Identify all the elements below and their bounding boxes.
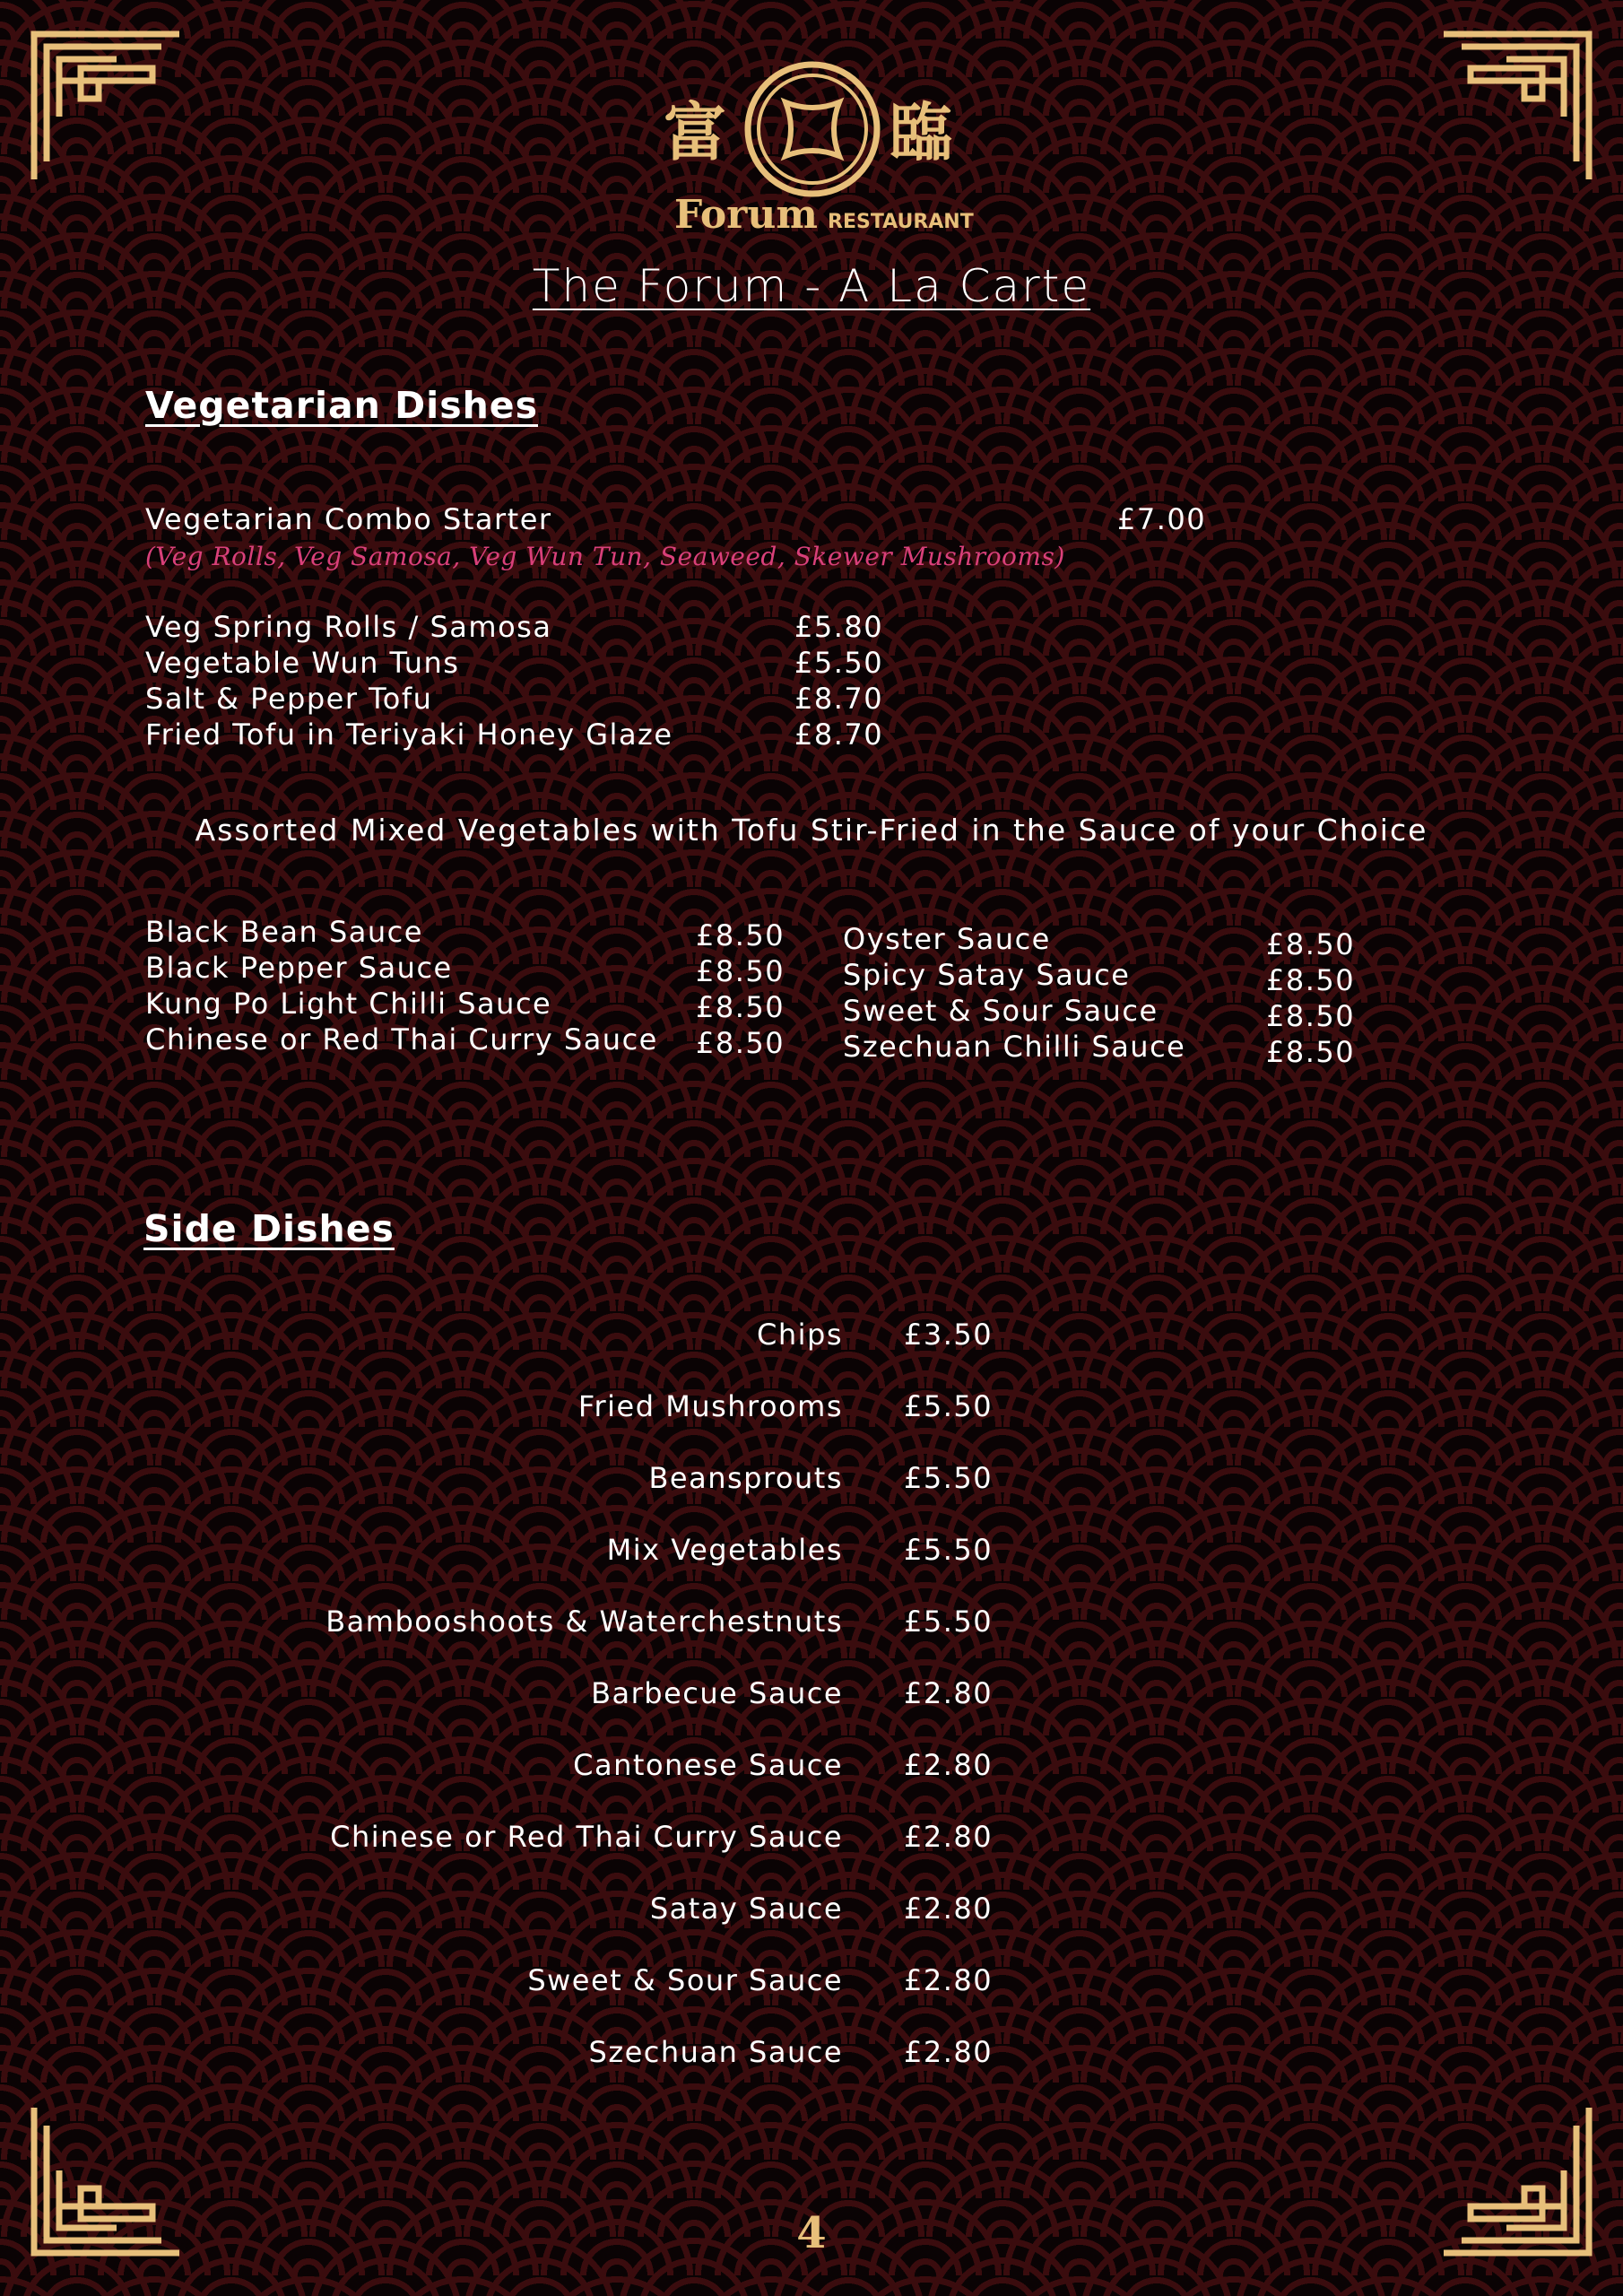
sauce-right-name: Spicy Satay Sauce [843,958,1131,992]
stirfry-heading: Assorted Mixed Vegetables with Tofu Stir-Fried in the Sauce of your Choice [195,813,1428,848]
side-item-price: £2.80 [904,2035,994,2069]
side-item-price: £5.50 [904,1461,994,1495]
page-title-text: The Forum - A La Carte [532,260,1091,312]
page-number: 4 [796,2208,827,2258]
side-item-name: Chinese or Red Thai Curry Sauce [330,1820,843,1854]
vegetarian-heading: Vegetarian Dishes [145,384,539,427]
sauce-right-price: £8.50 [1266,927,1356,961]
coin-emblem-icon [744,61,881,197]
veg-item-price: £8.70 [794,718,884,752]
combo-starter-price: £7.00 [1117,502,1207,536]
veg-item-price: £5.80 [794,610,884,644]
sauce-left-name: Black Bean Sauce [145,915,423,949]
sauce-right-name: Oyster Sauce [843,922,1051,956]
sauce-left-price: £8.50 [696,1026,785,1060]
sauce-right-price: £8.50 [1266,1035,1356,1069]
side-dishes-heading: Side Dishes [143,1207,395,1250]
sauce-right-name: Sweet & Sour Sauce [843,994,1159,1028]
side-item-name: Szechuan Sauce [588,2035,843,2069]
side-item-price: £5.50 [904,1605,994,1639]
sauce-left-name: Kung Po Light Chilli Sauce [145,987,552,1021]
veg-item-name: Fried Tofu in Teriyaki Honey Glaze [145,718,673,752]
sauce-right-price: £8.50 [1266,963,1356,997]
logo-chinese-right: 臨 [890,95,952,170]
logo-tag: RESTAURANT [828,211,974,233]
side-item-name: Sweet & Sour Sauce [527,1963,843,1997]
sauce-left-price: £8.50 [696,954,785,988]
veg-item-price: £8.70 [794,682,884,716]
logo-wordmark [674,192,974,238]
side-item-name: Barbecue Sauce [591,1676,843,1710]
side-item-name: Satay Sauce [649,1892,843,1926]
side-item-name: Fried Mushrooms [577,1389,843,1423]
combo-starter-description: (Veg Rolls, Veg Samosa, Veg Wun Tun, Seaweed, Skewer Mushrooms) [145,542,1065,571]
side-item-name: Mix Vegetables [606,1533,843,1567]
corner-ornament-top-left [27,27,179,179]
sauce-left-price: £8.50 [696,918,785,952]
side-item-name: Bambooshoots & Waterchestnuts [325,1605,843,1639]
side-item-price: £2.80 [904,1748,994,1782]
side-item-name: Chips [757,1318,843,1352]
side-item-price: £2.80 [904,1820,994,1854]
side-item-price: £3.50 [904,1318,994,1352]
side-item-price: £2.80 [904,1963,994,1997]
logo-name: Forum [674,192,818,238]
sauce-right-name: Szechuan Chilli Sauce [843,1030,1186,1064]
sauce-left-price: £8.50 [696,990,785,1024]
side-item-price: £5.50 [904,1389,994,1423]
side-item-price: £2.80 [904,1676,994,1710]
sauce-right-price: £8.50 [1266,999,1356,1033]
side-item-price: £2.80 [904,1892,994,1926]
corner-ornament-top-right [1444,27,1596,179]
veg-item-name: Veg Spring Rolls / Samosa [145,610,552,644]
side-item-name: Beansprouts [648,1461,843,1495]
sauce-left-name: Chinese or Red Thai Curry Sauce [145,1022,658,1057]
sauce-left-name: Black Pepper Sauce [145,951,453,985]
side-item-price: £5.50 [904,1533,994,1567]
side-item-name: Cantonese Sauce [573,1748,843,1782]
combo-starter-name: Vegetarian Combo Starter [145,502,552,536]
restaurant-logo [664,61,974,240]
page-title [0,260,1623,312]
veg-item-price: £5.50 [794,646,884,680]
logo-chinese-left: 富 [664,95,726,170]
veg-item-name: Vegetable Wun Tuns [145,646,460,680]
veg-item-name: Salt & Pepper Tofu [145,682,433,716]
